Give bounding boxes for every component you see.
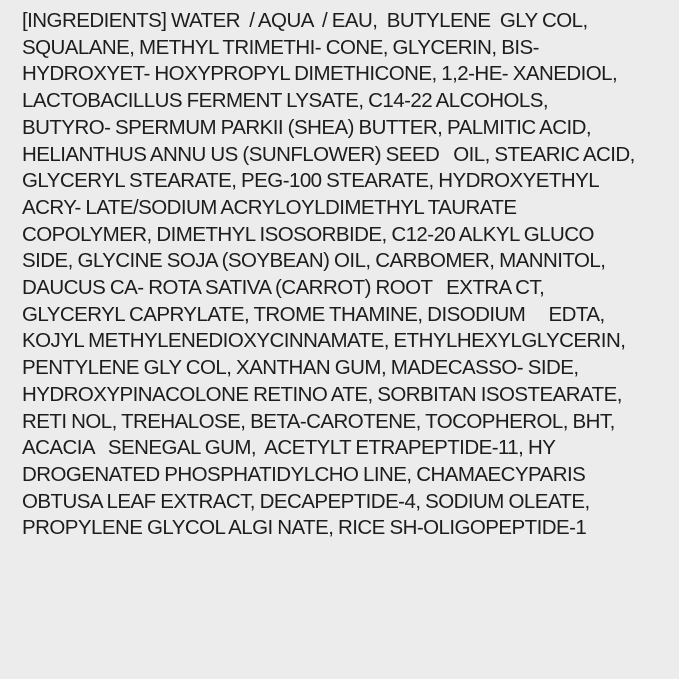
ingredients-line: GLYCERYL STEARATE, PEG-100 STEARATE, HYDROXYETHYL <box>22 169 600 193</box>
ingredients-line: HYDROXYPINACOLONE RETINO ATE, SORBITAN ISOSTEARATE, <box>22 382 622 406</box>
ingredients-text-block <box>22 8 669 542</box>
ingredients-line: [INGREDIENTS] WATER / AQUA / EAU, BUTYLENE GLY COL, <box>22 9 588 32</box>
ingredients-line: LACTOBACILLUS FERMENT LYSATE, C14-22 ALCOHOLS, <box>22 89 549 113</box>
ingredients-line: SIDE, GLYCINE SOJA (SOYBEAN) OIL, CARBOMER, MANNITOL, <box>22 249 606 273</box>
ingredients-line: PROPYLENE GLYCOL ALGI NATE, RICE SH-OLIGOPEPTIDE-1 <box>22 516 587 540</box>
ingredients-line: PENTYLENE GLY COL, XANTHAN GUM, MADECASSO- SIDE, <box>22 356 579 380</box>
ingredients-line: DAUCUS CA- ROTA SATIVA (CARROT) ROOT EXTRA CT, <box>22 276 545 300</box>
ingredients-line: GLYCERYL CAPRYLATE, TROME THAMINE, DISODIUM EDTA, <box>22 302 605 326</box>
ingredients-line: SQUALANE, METHYL TRIMETHI- CONE, GLYCERIN, BIS- <box>22 35 539 59</box>
ingredients-line: HYDROXYET- HOXYPROPYL DIMETHICONE, 1,2-HE- XANEDIOL, <box>22 62 618 86</box>
ingredients-line: BUTYRO- SPERMUM PARKII (SHEA) BUTTER, PALMITIC ACID, <box>22 115 592 139</box>
ingredients-line: RETI NOL, TREHALOSE, BETA-CAROTENE, TOCOPHEROL, BHT, <box>22 409 615 433</box>
ingredients-line: ACRY- LATE/SODIUM ACRYLOYLDIMETHYL TAURATE <box>22 195 517 219</box>
ingredients-line: OBTUSA LEAF EXTRACT, DECAPEPTIDE-4, SODIUM OLEATE, <box>22 489 590 513</box>
ingredients-line: DROGENATED PHOSPHATIDYLCHO LINE, CHAMAECYPARIS <box>22 462 586 486</box>
ingredients-line: COPOLYMER, DIMETHYL ISOSORBIDE, C12-20 ALKYL GLUCO <box>22 222 594 246</box>
ingredients-line: ACACIA SENEGAL GUM, ACETYLT ETRAPEPTIDE-11, HY <box>22 436 556 460</box>
ingredients-line: HELIANTHUS ANNU US (SUNFLOWER) SEED OIL, STEARIC ACID, <box>22 142 635 166</box>
ingredients-line: KOJYL METHYLENEDIOXYCINNAMATE, ETHYLHEXYLGLYCERIN, <box>22 329 626 353</box>
